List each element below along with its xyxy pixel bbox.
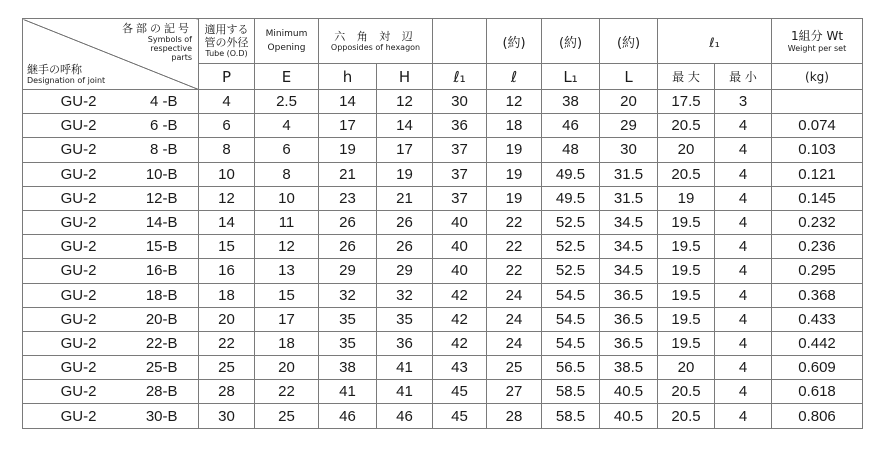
sub-header-H: H — [377, 64, 433, 90]
cell-p: 12 — [199, 186, 255, 210]
cell-h: 36 — [377, 331, 433, 355]
col-hex-ja: 六 角 対 辺 — [334, 29, 417, 43]
cell-h: 29 — [319, 259, 377, 283]
cell-wt: 0.368 — [772, 283, 863, 307]
cell-l1: 52.5 — [542, 210, 600, 234]
cell-l1: 48 — [542, 138, 600, 162]
cell-h: 35 — [319, 307, 377, 331]
cell-l: 19 — [487, 138, 542, 162]
cell-p: 15 — [199, 235, 255, 259]
table-row — [23, 210, 863, 234]
cell-e: 11 — [255, 210, 319, 234]
cell-max: 17.5 — [658, 90, 715, 114]
cell-l: 18 — [487, 114, 542, 138]
corner-top-en-1: Symbols of — [147, 35, 192, 44]
cell-l1: 30 — [433, 90, 487, 114]
spec-table-container — [22, 18, 862, 429]
cell-wt: 0.121 — [772, 162, 863, 186]
cell-e: 6 — [255, 138, 319, 162]
table-row — [23, 380, 863, 404]
cell-e: 10 — [255, 186, 319, 210]
cell-min: 4 — [715, 186, 772, 210]
cell-h: 19 — [377, 162, 433, 186]
cell-wt: 0.806 — [772, 404, 863, 428]
cell-p: 14 — [199, 210, 255, 234]
cell-max: 20 — [658, 356, 715, 380]
cell-p: 22 — [199, 331, 255, 355]
cell-wt: 0.074 — [772, 114, 863, 138]
cell-e: 2.5 — [255, 90, 319, 114]
cell-l: 34.5 — [600, 259, 658, 283]
cell-designation — [23, 138, 199, 162]
table-row — [23, 186, 863, 210]
cell-e: 12 — [255, 235, 319, 259]
cell-h: 14 — [377, 114, 433, 138]
cell-l1: 37 — [433, 138, 487, 162]
col-header-l1-top — [433, 19, 487, 64]
cell-designation — [23, 235, 199, 259]
cell-l1: 58.5 — [542, 380, 600, 404]
table-body — [23, 90, 863, 429]
corner-top-en-2: respective — [150, 44, 192, 53]
cell-h: 46 — [319, 404, 377, 428]
cell-l1: 36 — [433, 114, 487, 138]
cell-wt: 0.103 — [772, 138, 863, 162]
cell-l1: 38 — [542, 90, 600, 114]
table-row — [23, 235, 863, 259]
cell-l1: 37 — [433, 186, 487, 210]
sub-header-L1: L₁ — [542, 64, 600, 90]
cell-e: 22 — [255, 380, 319, 404]
col-header-L1-top — [542, 19, 600, 64]
col-wt-en: Weight per set — [787, 43, 847, 53]
cell-p: 20 — [199, 307, 255, 331]
cell-l: 19 — [487, 186, 542, 210]
sub-header-L: L — [600, 64, 658, 90]
sub-header-wt: (kg) — [772, 64, 863, 90]
cell-l: 36.5 — [600, 331, 658, 355]
col-header-e — [255, 19, 319, 64]
cell-e: 18 — [255, 331, 319, 355]
cell-l: 31.5 — [600, 186, 658, 210]
cell-p: 28 — [199, 380, 255, 404]
designation-size: 8 -B — [149, 141, 178, 159]
cell-h: 21 — [319, 162, 377, 186]
table-row — [23, 90, 863, 114]
cell-designation — [23, 114, 199, 138]
cell-p: 18 — [199, 283, 255, 307]
col-header-hex — [319, 19, 433, 64]
cell-h: 41 — [377, 356, 433, 380]
cell-h: 17 — [377, 138, 433, 162]
table-row — [23, 307, 863, 331]
cell-min: 4 — [715, 235, 772, 259]
table-row — [23, 283, 863, 307]
designation-size: 4 -B — [149, 93, 178, 111]
cell-l1: 54.5 — [542, 331, 600, 355]
cell-l: 29 — [600, 114, 658, 138]
cell-wt: 0.145 — [772, 186, 863, 210]
cell-h: 21 — [377, 186, 433, 210]
sub-header-l1: ℓ₁ — [433, 64, 487, 90]
cell-l: 36.5 — [600, 307, 658, 331]
designation-series: GU-2 — [60, 286, 97, 304]
cell-h: 41 — [377, 380, 433, 404]
cell-l: 24 — [487, 283, 542, 307]
corner-bottom-en: Designation of joint — [27, 76, 106, 85]
designation-size: 16-B — [145, 262, 178, 280]
col-p-ja-2: 管の外径 — [204, 36, 249, 49]
col-l-top: (約) — [502, 35, 526, 51]
cell-h: 23 — [319, 186, 377, 210]
corner-bottom-ja: 継手の呼称 — [27, 63, 82, 76]
cell-wt: 0.232 — [772, 210, 863, 234]
sub-header-p: P — [199, 64, 255, 90]
cell-l1: 56.5 — [542, 356, 600, 380]
cell-l: 34.5 — [600, 210, 658, 234]
cell-l: 34.5 — [600, 235, 658, 259]
col-e-en-1: Minimum — [265, 29, 308, 39]
cell-e: 8 — [255, 162, 319, 186]
cell-designation — [23, 331, 199, 355]
cell-min: 4 — [715, 138, 772, 162]
cell-max: 19.5 — [658, 235, 715, 259]
cell-l1: 49.5 — [542, 186, 600, 210]
col-e-en-2: Opening — [267, 43, 306, 53]
designation-series: GU-2 — [60, 165, 97, 183]
cell-l: 27 — [487, 380, 542, 404]
designation-series: GU-2 — [60, 407, 97, 425]
cell-l: 31.5 — [600, 162, 658, 186]
cell-l: 24 — [487, 307, 542, 331]
col-header-L-top — [600, 19, 658, 64]
cell-min: 4 — [715, 331, 772, 355]
cell-l: 40.5 — [600, 404, 658, 428]
col-p-en: Tube (O.D) — [205, 49, 248, 58]
cell-designation — [23, 404, 199, 428]
cell-h: 12 — [377, 90, 433, 114]
cell-l1: 37 — [433, 162, 487, 186]
designation-size: 14-B — [145, 214, 178, 232]
cell-l: 38.5 — [600, 356, 658, 380]
cell-designation — [23, 162, 199, 186]
corner-header — [23, 19, 199, 90]
cell-p: 4 — [199, 90, 255, 114]
designation-size: 15-B — [145, 238, 178, 256]
table-row — [23, 162, 863, 186]
cell-min: 4 — [715, 404, 772, 428]
cell-min: 4 — [715, 114, 772, 138]
cell-l1: 42 — [433, 283, 487, 307]
header-row-top — [23, 19, 863, 64]
cell-wt: 0.236 — [772, 235, 863, 259]
table-row — [23, 114, 863, 138]
sub-header-min: 最 小 — [715, 64, 772, 90]
designation-series: GU-2 — [60, 93, 97, 111]
sub-header-max: 最 大 — [658, 64, 715, 90]
cell-l: 36.5 — [600, 283, 658, 307]
cell-h: 35 — [319, 331, 377, 355]
col-wt-ja: 1組分 Wt — [791, 28, 844, 43]
cell-l1: 40 — [433, 259, 487, 283]
col-header-wt — [772, 19, 863, 64]
cell-l1: 40 — [433, 210, 487, 234]
corner-top-ja: 各部の記号 — [122, 22, 192, 35]
cell-p: 10 — [199, 162, 255, 186]
designation-series: GU-2 — [60, 117, 97, 135]
cell-e: 15 — [255, 283, 319, 307]
cell-e: 13 — [255, 259, 319, 283]
cell-h: 46 — [377, 404, 433, 428]
designation-series: GU-2 — [60, 238, 97, 256]
cell-max: 20.5 — [658, 380, 715, 404]
cell-l1: 52.5 — [542, 259, 600, 283]
table-row — [23, 356, 863, 380]
cell-wt: 0.295 — [772, 259, 863, 283]
sub-header-e: E — [255, 64, 319, 90]
cell-l1: 46 — [542, 114, 600, 138]
designation-size: 10-B — [145, 165, 178, 183]
col-header-range — [658, 19, 772, 64]
designation-series: GU-2 — [60, 262, 97, 280]
cell-designation — [23, 307, 199, 331]
cell-p: 8 — [199, 138, 255, 162]
cell-wt: 0.609 — [772, 356, 863, 380]
cell-h: 29 — [377, 259, 433, 283]
designation-size: 20-B — [145, 310, 178, 328]
cell-designation — [23, 186, 199, 210]
cell-l1: 42 — [433, 307, 487, 331]
cell-h: 32 — [319, 283, 377, 307]
cell-h: 26 — [319, 235, 377, 259]
cell-p: 6 — [199, 114, 255, 138]
col-L-top: (約) — [616, 35, 641, 51]
designation-series: GU-2 — [60, 310, 97, 328]
col-header-l-top — [487, 19, 542, 64]
col-range-top: ℓ₁ — [709, 35, 720, 51]
col-L1-top: (約) — [558, 35, 583, 51]
cell-max: 20.5 — [658, 404, 715, 428]
cell-l1: 58.5 — [542, 404, 600, 428]
cell-p: 25 — [199, 356, 255, 380]
cell-l: 24 — [487, 331, 542, 355]
cell-l: 12 — [487, 90, 542, 114]
designation-size: 6 -B — [149, 117, 178, 135]
cell-l: 28 — [487, 404, 542, 428]
spec-table — [22, 18, 863, 429]
cell-max: 19.5 — [658, 259, 715, 283]
cell-l1: 43 — [433, 356, 487, 380]
cell-h: 19 — [319, 138, 377, 162]
col-header-p — [199, 19, 255, 64]
cell-designation — [23, 380, 199, 404]
cell-l: 30 — [600, 138, 658, 162]
cell-max: 19.5 — [658, 331, 715, 355]
cell-e: 25 — [255, 404, 319, 428]
cell-h: 41 — [319, 380, 377, 404]
cell-wt — [772, 90, 863, 114]
cell-max: 19 — [658, 186, 715, 210]
cell-e: 17 — [255, 307, 319, 331]
cell-l: 22 — [487, 210, 542, 234]
col-hex-en: Opposides of hexagon — [330, 42, 421, 52]
designation-series: GU-2 — [60, 334, 97, 352]
cell-l1: 52.5 — [542, 235, 600, 259]
cell-min: 4 — [715, 283, 772, 307]
cell-min: 4 — [715, 162, 772, 186]
cell-l1: 42 — [433, 331, 487, 355]
cell-e: 20 — [255, 356, 319, 380]
cell-h: 35 — [377, 307, 433, 331]
designation-size: 18-B — [145, 286, 178, 304]
cell-l: 22 — [487, 259, 542, 283]
table-row — [23, 138, 863, 162]
table-row — [23, 259, 863, 283]
sub-header-l: ℓ — [487, 64, 542, 90]
cell-min: 3 — [715, 90, 772, 114]
cell-designation — [23, 356, 199, 380]
cell-designation — [23, 90, 199, 114]
cell-l1: 45 — [433, 404, 487, 428]
cell-min: 4 — [715, 380, 772, 404]
cell-l1: 45 — [433, 380, 487, 404]
cell-l1: 54.5 — [542, 283, 600, 307]
cell-l: 20 — [600, 90, 658, 114]
designation-series: GU-2 — [60, 189, 97, 207]
designation-series: GU-2 — [60, 141, 97, 159]
designation-series: GU-2 — [60, 383, 97, 401]
cell-e: 4 — [255, 114, 319, 138]
cell-min: 4 — [715, 259, 772, 283]
cell-p: 30 — [199, 404, 255, 428]
cell-designation — [23, 259, 199, 283]
cell-min: 4 — [715, 307, 772, 331]
designation-size: 25-B — [145, 359, 178, 377]
cell-l1: 49.5 — [542, 162, 600, 186]
cell-max: 19.5 — [658, 210, 715, 234]
cell-max: 19.5 — [658, 307, 715, 331]
cell-h: 32 — [377, 283, 433, 307]
designation-size: 30-B — [145, 407, 178, 425]
cell-max: 20.5 — [658, 162, 715, 186]
cell-h: 38 — [319, 356, 377, 380]
cell-h: 17 — [319, 114, 377, 138]
cell-min: 4 — [715, 210, 772, 234]
cell-wt: 0.433 — [772, 307, 863, 331]
col-p-ja-1: 適用する — [204, 23, 249, 36]
designation-size: 28-B — [145, 383, 178, 401]
cell-l: 22 — [487, 235, 542, 259]
cell-h: 26 — [377, 210, 433, 234]
cell-p: 16 — [199, 259, 255, 283]
cell-l: 40.5 — [600, 380, 658, 404]
cell-designation — [23, 283, 199, 307]
cell-h: 26 — [377, 235, 433, 259]
cell-h: 14 — [319, 90, 377, 114]
cell-max: 20 — [658, 138, 715, 162]
cell-min: 4 — [715, 356, 772, 380]
cell-max: 19.5 — [658, 283, 715, 307]
cell-designation — [23, 210, 199, 234]
designation-size: 12-B — [145, 189, 178, 207]
cell-l: 19 — [487, 162, 542, 186]
table-row — [23, 331, 863, 355]
cell-l1: 54.5 — [542, 307, 600, 331]
cell-wt: 0.442 — [772, 331, 863, 355]
table-row — [23, 404, 863, 428]
cell-l: 25 — [487, 356, 542, 380]
designation-series: GU-2 — [60, 214, 97, 232]
cell-h: 26 — [319, 210, 377, 234]
cell-max: 20.5 — [658, 114, 715, 138]
sub-header-h: h — [319, 64, 377, 90]
cell-wt: 0.618 — [772, 380, 863, 404]
corner-top-en-3: parts — [171, 53, 192, 62]
designation-series: GU-2 — [60, 359, 97, 377]
cell-l1: 40 — [433, 235, 487, 259]
designation-size: 22-B — [145, 334, 178, 352]
